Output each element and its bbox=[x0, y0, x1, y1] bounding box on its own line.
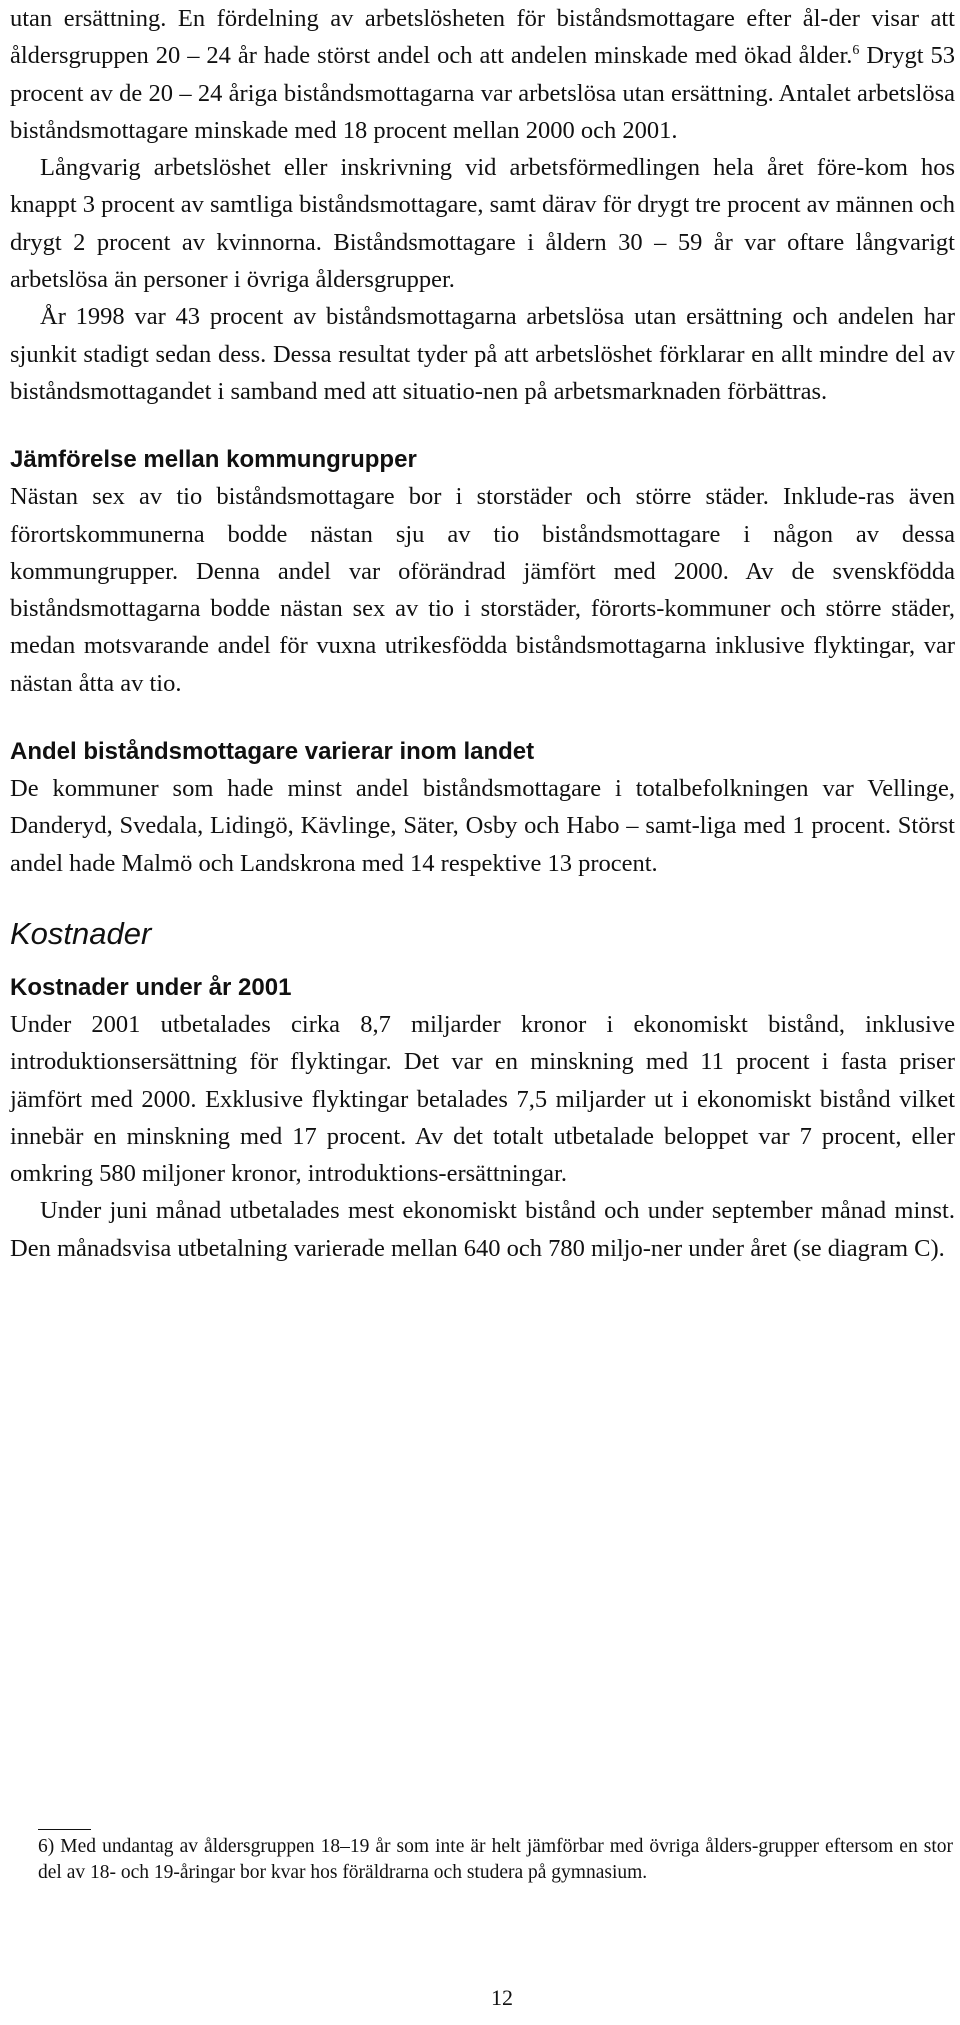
paragraph-unemployment-age bbox=[10, 0, 955, 149]
paragraph-long-term-unemployment: Långvarig arbetslöshet eller inskrivning vid arbetsförmedlingen hela året före-kom hos knappt 3 procent av samtliga biståndsmottagare, samt därav för drygt tre procent av männen och drygt 2 procent av kvinnorna. Biståndsmottagare i åldern 30 – 59 år var oftare långvarigt arbetslösa än personer i övriga åldersgrupper. bbox=[10, 154, 955, 294]
heading-kostnader-2001: Kostnader under år 2001 bbox=[10, 973, 292, 1001]
page-number: 12 bbox=[491, 1985, 513, 2010]
heading-kostnader: Kostnader bbox=[10, 915, 152, 951]
footnote-6: 6) Med undantag av åldersgruppen 18–19 år som inte är helt jämförbar med övriga ålders-grupper eftersom en stor del av 18- och 19-åringar bor kvar hos föräldrarna och studera på gymnasium. bbox=[38, 1836, 953, 1883]
footnote-divider bbox=[38, 1829, 91, 1830]
paragraph-text: utan ersättning. En fördelning av arbetslösheten för biståndsmottagare efter ål-der visar att åldersgruppen 20 – 24 år hade störst andel och att andelen minskade med ökad ålder. bbox=[10, 5, 955, 70]
paragraph-kommungrupper: Nästan sex av tio biståndsmottagare bor i storstäder och större städer. Inklude-ras även förortskommunerna bodde nästan sju av tio biståndsmottagare i någon av dessa kommungrupper. Denna andel var oförändrad jämfört med 2000. Av de svenskfödda biståndsmottagarna bodde nästan sex av tio i storstäder, förorts-kommuner och större städer, medan motsvarande andel för vuxna utrikesfödda biståndsmottagarna inklusive flyktingar, var nästan åtta av tio. bbox=[10, 483, 955, 697]
paragraph-andel-varierar: De kommuner som hade minst andel biståndsmottagare i totalbefolkningen var Vellinge, Danderyd, Svedala, Lidingö, Kävlinge, Säter, Osby och Habo – samt-liga med 1 procent. Störst andel hade Malmö och Landskrona med 14 respektive 13 procent. bbox=[10, 775, 955, 877]
body-text bbox=[10, 0, 955, 1267]
heading-kommungrupper: Jämförelse mellan kommungrupper bbox=[10, 446, 417, 474]
paragraph-kostnader-2001: Under 2001 utbetalades cirka 8,7 miljarder kronor i ekonomiskt bistånd, inklusive introduktionsersättning för flyktingar. Det var en minskning med 11 procent i fasta priser jämfört med 2000. Exklusive flyktingar betalades 7,5 miljarder ut i ekonomiskt bistånd vilket innebär en minskning med 17 procent. Av det totalt utbetalade beloppet var 7 procent, eller omkring 580 miljoner kronor, introduktions-ersättningar. bbox=[10, 1010, 955, 1188]
footnote-marker[interactable]: 6 bbox=[852, 43, 860, 59]
paragraph-text-continued: Drygt 53 procent av de 20 – 24 åriga biståndsmottagarna var arbetslösa utan ersättning. Antalet arbetslösa biståndsmottagare minskade med 18 procent mellan 2000 och 2001. bbox=[10, 42, 955, 144]
heading-andel-varierar: Andel biståndsmottagare varierar inom landet bbox=[10, 738, 535, 766]
paragraph-1998-trend: År 1998 var 43 procent av biståndsmottagarna arbetslösa utan ersättning och andelen har sjunkit stadigt sedan dess. Dessa resultat tyder på att arbetslöshet förklarar en allt mindre del av biståndsmottagandet i samband med att situatio-nen på arbetsmarknaden förbättras. bbox=[10, 303, 955, 405]
paragraph-monthly-payments: Under juni månad utbetalades mest ekonomiskt bistånd och under september månad minst. Den månadsvisa utbetalning varierade mellan 640 och 780 miljo-ner under året (se diagram C). bbox=[10, 1197, 955, 1262]
